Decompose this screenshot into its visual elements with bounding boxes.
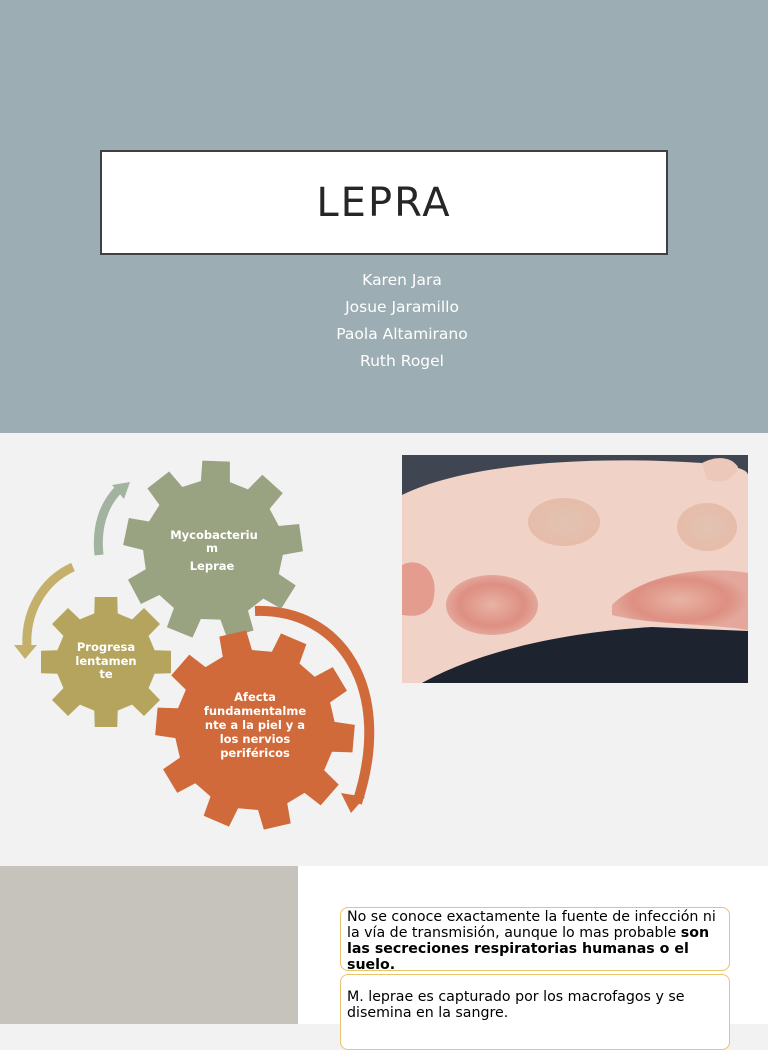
gear-top-label-2: m bbox=[206, 541, 218, 555]
macrophage-note bbox=[340, 974, 730, 1050]
macrophage-text: M. leprae es capturado por los macrofagos y se disemina en la sangre. bbox=[347, 989, 685, 1021]
gear-left-label-2: lentamen bbox=[75, 654, 137, 668]
left-arrowhead bbox=[14, 645, 37, 659]
gear-bottom-label-4: los nervios bbox=[219, 732, 291, 746]
author-name: Ruth Rogel bbox=[360, 352, 444, 370]
title-box bbox=[100, 150, 668, 255]
author-list bbox=[0, 267, 768, 375]
gear-bottom-label-2: fundamentalme bbox=[203, 704, 307, 718]
info-slide bbox=[0, 866, 768, 1024]
skin-lesion-photo bbox=[402, 455, 748, 683]
gear-bottom-label-3: nte a la piel y a bbox=[204, 718, 306, 732]
author-name: Josue Jaramillo bbox=[345, 298, 459, 316]
top-cycle-arrow bbox=[98, 489, 119, 555]
author-name: Karen Jara bbox=[362, 271, 442, 289]
gear-left-label-3: te bbox=[99, 667, 113, 681]
transmission-text: No se conoce exactamente la fuente de infección ni la vía de transmisión, aunque lo mas probable bbox=[347, 909, 716, 941]
gear-left-label-1: Progresa bbox=[76, 640, 136, 654]
gears-slide bbox=[0, 433, 768, 866]
slide-title: LEPRA bbox=[316, 179, 452, 226]
gear-diagram bbox=[0, 433, 400, 866]
transmission-note bbox=[340, 907, 730, 971]
gear-bottom-label-1: Afecta bbox=[234, 690, 276, 704]
transmission-bold-text: son las secreciones respiratorias humanas o el suelo. bbox=[347, 925, 710, 973]
author-name: Paola Altamirano bbox=[336, 325, 468, 343]
side-panel bbox=[0, 866, 298, 1024]
title-slide bbox=[0, 0, 768, 433]
gear-bottom-label-5: periféricos bbox=[220, 746, 290, 760]
gear-top-label-1: Mycobacteriu bbox=[170, 528, 258, 542]
gear-top-label-3: Leprae bbox=[189, 559, 235, 573]
